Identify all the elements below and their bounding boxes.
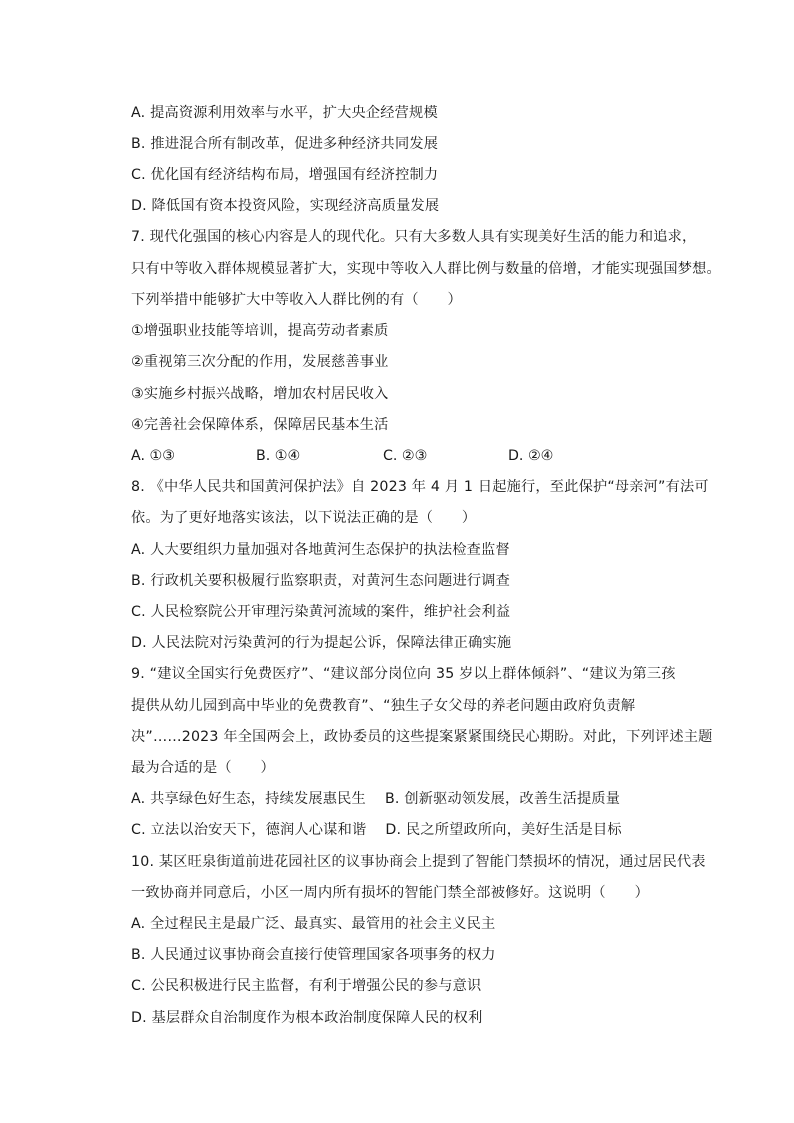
q9-stem-line-1: 9. “建议全国实行免费医疗”、“建议部分岗位向 35 岁以上群体倾斜”、“建议为第三孩 <box>131 666 676 682</box>
q7-statement-3: ③实施乡村振兴战略，增加农村居民收入 <box>131 386 389 402</box>
q7-option-c: C. ②③ <box>383 448 428 464</box>
q9-stem-line-3: 决”……2023 年全国两会上，政协委员的这些提案紧紧围绕民心期盼。对此，下列评述主题 <box>131 729 713 745</box>
q10-option-b: B. 人民通过议事协商会直接行使管理国家各项事务的权力 <box>131 947 496 963</box>
q8-option-b: B. 行政机关要积极履行监察职责，对黄河生态问题进行调查 <box>131 573 511 589</box>
q9-options-cd: C. 立法以治安天下，德润人心谋和谐 D. 民之所望政所向，美好生活是目标 <box>131 822 622 838</box>
q8-stem-line-2: 依。为了更好地落实该法，以下说法正确的是（ ） <box>131 510 477 526</box>
q6-option-c: C. 优化国有经济结构布局，增强国有经济控制力 <box>131 167 439 183</box>
q7-option-b: B. ①④ <box>256 448 301 464</box>
q7-statement-4: ④完善社会保障体系，保障居民基本生活 <box>131 417 389 433</box>
q9-stem-line-4: 最为合适的是（ ） <box>131 760 275 776</box>
q7-option-a: A. ①③ <box>131 448 175 464</box>
q7-option-d: D. ②④ <box>508 448 554 464</box>
q6-option-d: D. 降低国有资本投资风险，实现经济高质量发展 <box>131 198 440 214</box>
q10-option-a: A. 全过程民主是最广泛、最真实、最管用的社会主义民主 <box>131 916 496 932</box>
q8-option-c: C. 人民检察院公开审理污染黄河流域的案件，维护社会利益 <box>131 604 511 620</box>
q8-stem-line-1: 8. 《中华人民共和国黄河保护法》自 2023 年 4 月 1 日起施行，至此保护“母亲河”有法可 <box>131 479 709 495</box>
q6-option-b: B. 推进混合所有制改革，促进多种经济共同发展 <box>131 136 439 152</box>
q10-option-d: D. 基层群众自治制度作为根本政治制度保障人民的权利 <box>131 1010 483 1026</box>
q7-stem-line-3: 下列举措中能够扩大中等收入人群比例的有（ ） <box>131 292 462 308</box>
q7-stem-line-1: 7. 现代化强国的核心内容是人的现代化。只有大多数人具有实现美好生活的能力和追求， <box>131 229 697 245</box>
q10-option-c: C. 公民积极进行民主监督，有利于增强公民的参与意识 <box>131 978 482 994</box>
q9-stem-line-2: 提供从幼儿园到高中毕业的免费教育”、“独生子女父母的养老问题由政府负责解 <box>131 698 636 714</box>
q7-statement-1: ①增强职业技能等培训，提高劳动者素质 <box>131 323 389 339</box>
q7-statement-2: ②重视第三次分配的作用，发展慈善事业 <box>131 354 389 370</box>
q7-stem-line-2: 只有中等收入群体规模显著扩大，实现中等收入人群比例与数量的倍增，才能实现强国梦想。 <box>131 261 721 277</box>
q10-stem-line-2: 一致协商并同意后，小区一周内所有损坏的智能门禁全部被修好。这说明（ ） <box>131 885 649 901</box>
q9-options-ab: A. 共享绿色好生态，持续发展惠民生 B. 创新驱动领发展，改善生活提质量 <box>131 791 621 807</box>
q8-option-a: A. 人大要组织力量加强对各地黄河生态保护的执法检查监督 <box>131 542 510 558</box>
q10-stem-line-1: 10. 某区旺泉街道前进花园社区的议事协商会上提到了智能门禁损坏的情况，通过居民代表 <box>131 854 706 870</box>
q8-option-d: D. 人民法院对污染黄河的行为提起公诉，保障法律正确实施 <box>131 635 512 651</box>
q6-option-a: A. 提高资源利用效率与水平，扩大央企经营规模 <box>131 105 438 121</box>
